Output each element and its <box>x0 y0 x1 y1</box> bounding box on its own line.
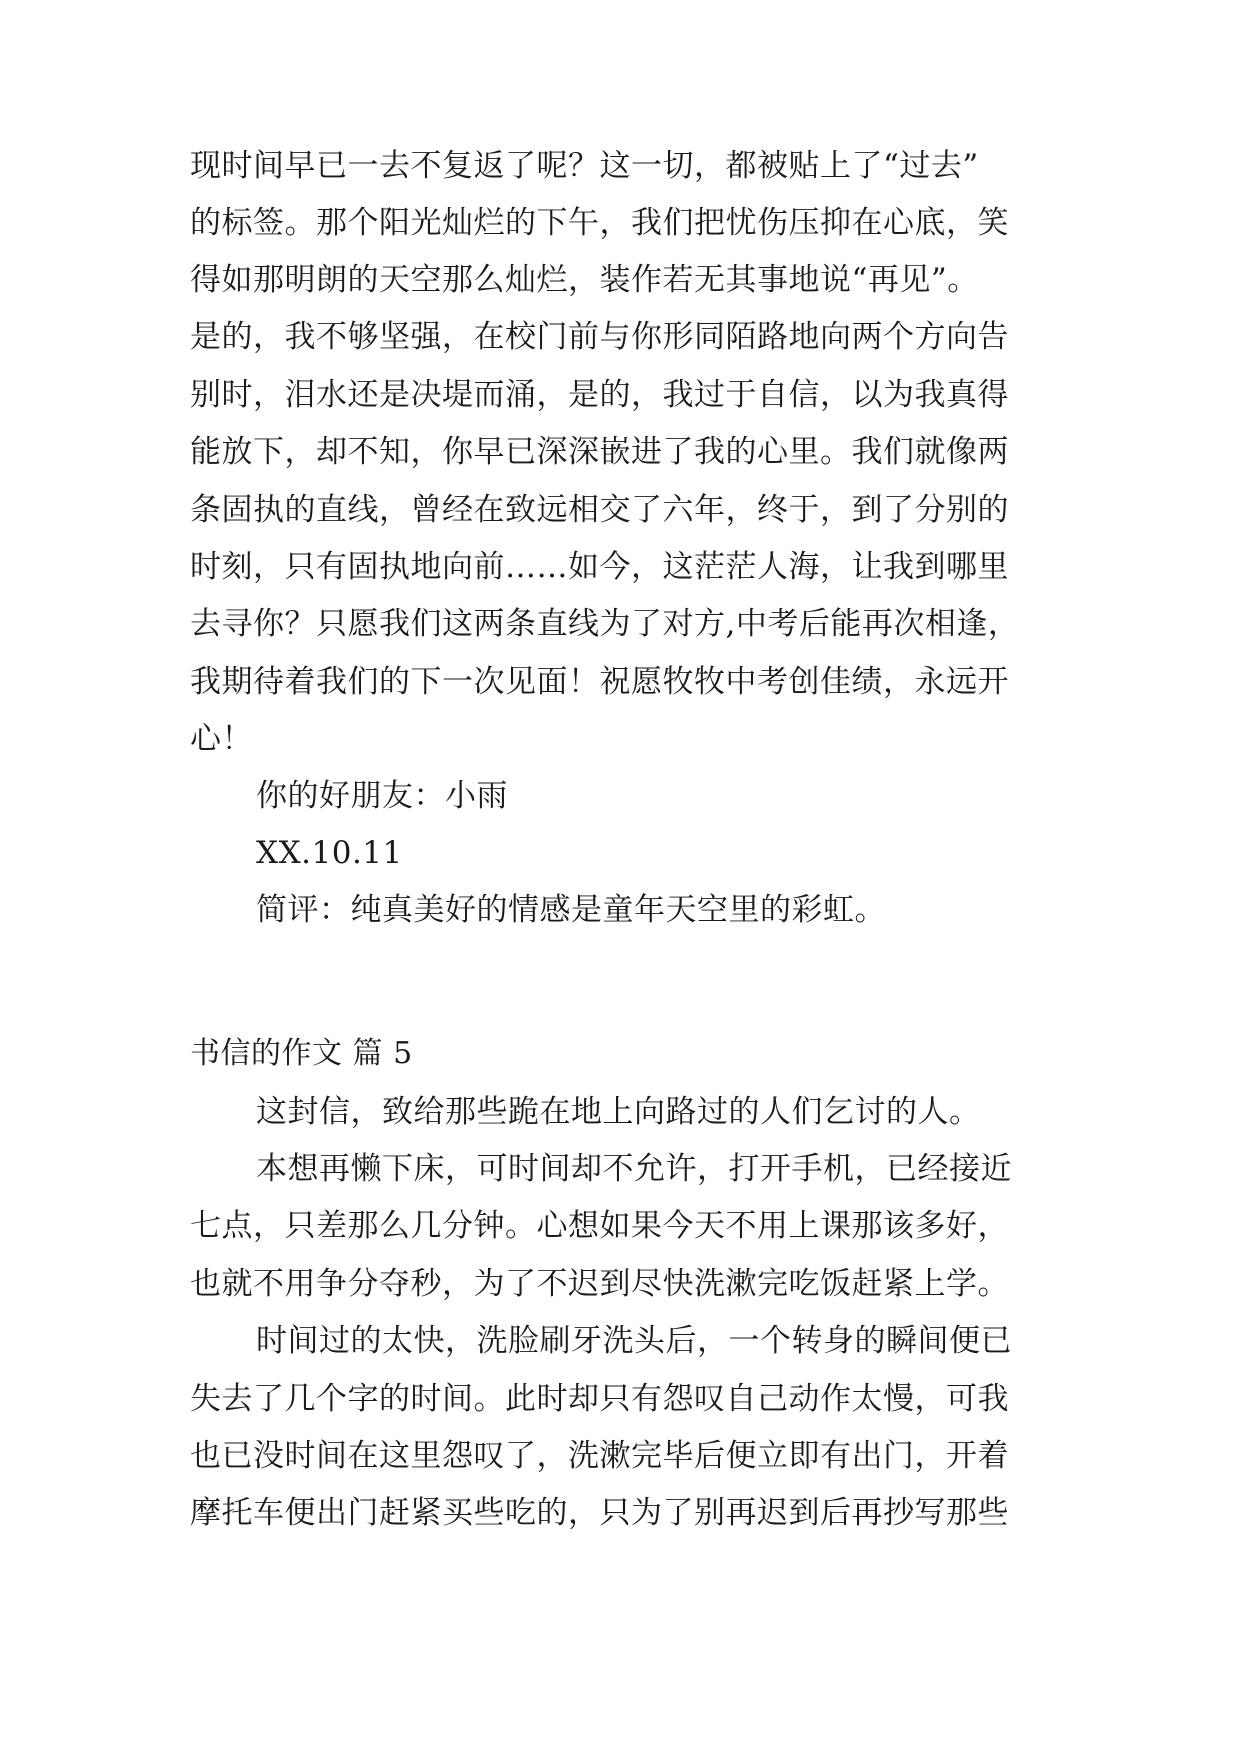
section-paragraph-line: 失去了几个字的时间。此时却只有怨叹自己动作太慢，可我 <box>190 1381 1009 1417</box>
letter-comment: 简评：纯真美好的情感是童年天空里的彩虹。 <box>256 892 886 928</box>
letter-body-line: 心！ <box>190 721 253 757</box>
letter-body-line: 时刻，只有固执地向前……如今，这茫茫人海，让我到哪里 <box>190 549 1009 585</box>
letter-body-line: 得如那明朗的天空那么灿烂，装作若无其事地说“再见”。 <box>190 262 979 298</box>
section-paragraph-line: 也就不用争分夺秒，为了不迟到尽快洗漱完吃饭赶紧上学。 <box>190 1266 1009 1302</box>
section-paragraph-line: 这封信，致给那些跪在地上向路过的人们乞讨的人。 <box>256 1094 981 1130</box>
letter-body-line: 能放下，却不知，你早已深深嵌进了我的心里。我们就像两 <box>190 434 1009 470</box>
letter-body-line: 去寻你？只愿我们这两条直线为了对方,中考后能再次相逢， <box>190 606 1020 642</box>
section-paragraph-line: 本想再懒下床，可时间却不允许，打开手机，已经接近 <box>256 1151 1012 1187</box>
section-paragraph-line: 也已没时间在这里怨叹了，洗漱完毕后便立即有出门，开着 <box>190 1438 1009 1474</box>
section-paragraph-line: 七点，只差那么几分钟。心想如果今天不用上课那该多好， <box>190 1208 1009 1244</box>
section-paragraph-line: 时间过的太快，洗脸刷牙洗头后，一个转身的瞬间便已 <box>256 1323 1012 1359</box>
letter-body-line: 现时间早已一去不复返了呢？这一切，都被贴上了“过去” <box>190 148 979 184</box>
section-paragraph-line: 摩托车便出门赶紧买些吃的，只为了别再迟到后再抄写那些 <box>190 1495 1009 1531</box>
letter-body-line: 是的，我不够坚强，在校门前与你形同陌路地向两个方向告 <box>190 319 1009 355</box>
letter-signature: 你的好朋友：小雨 <box>256 778 508 814</box>
letter-body-line: 别时，泪水还是决堤而涌，是的，我过于自信，以为我真得 <box>190 377 1009 413</box>
section-title: 书信的作文 篇 5 <box>190 1036 413 1071</box>
letter-body-line: 我期待着我们的下一次见面！祝愿牧牧中考创佳绩，永远开 <box>190 664 1009 700</box>
letter-date: XX.10.11 <box>256 835 403 871</box>
letter-body-line: 条固执的直线，曾经在致远相交了六年，终于，到了分别的 <box>190 492 1009 528</box>
letter-body-line: 的标签。那个阳光灿烂的下午，我们把忧伤压抑在心底，笑 <box>190 205 1009 241</box>
